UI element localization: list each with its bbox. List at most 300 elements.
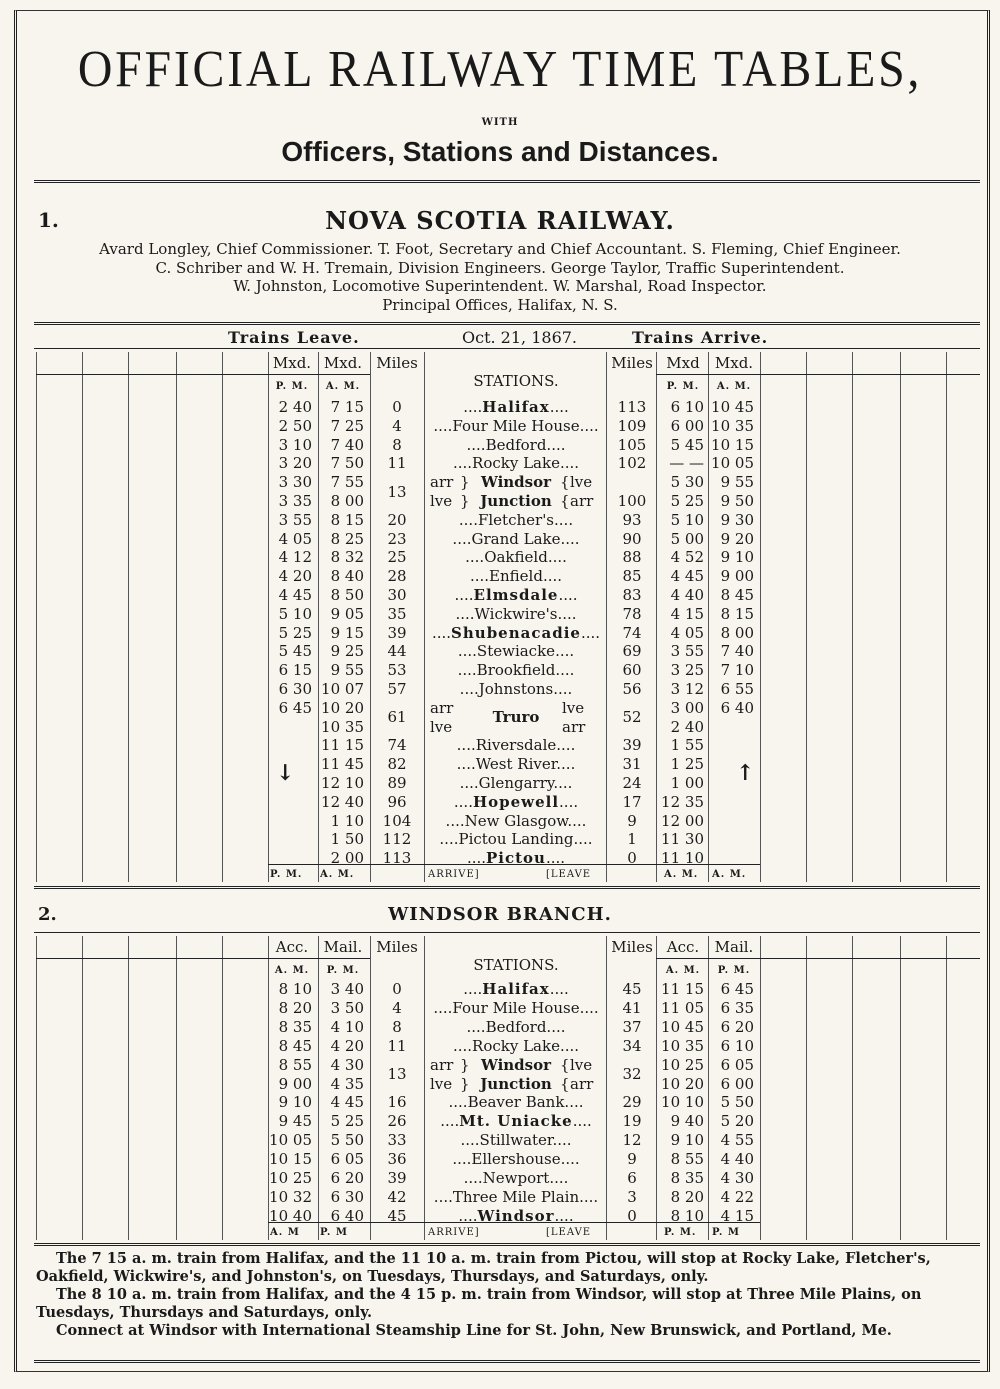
column-rule: [946, 352, 947, 882]
arrival-time: 9 40: [670, 1112, 704, 1131]
arrival-time: 10 25: [661, 1055, 704, 1074]
leader-dots: ....: [558, 586, 578, 604]
arrival-time: 11 05: [661, 998, 704, 1017]
miles-to-destination: 90: [622, 529, 642, 548]
arrival-time: 8 35: [670, 1169, 704, 1187]
miles-to-destination: 1: [627, 830, 637, 849]
leader-dots: ....: [572, 1112, 592, 1131]
ampm-label: P. M.: [664, 1227, 697, 1238]
leader-dots: ....: [456, 736, 476, 755]
leader-dots: ....: [545, 849, 566, 868]
column-header: Miles: [611, 354, 653, 372]
arrival-time: 9 10: [720, 548, 754, 567]
ampm-label: P. M.: [717, 965, 751, 976]
column-header: Mail.: [323, 938, 363, 956]
miles-from-origin: 13: [387, 1065, 407, 1084]
divider: [34, 932, 980, 933]
departure-time: 3 35: [278, 492, 312, 510]
leader-dots: ....: [458, 1206, 478, 1225]
column-rule: [36, 936, 37, 1240]
column-rule: [708, 936, 709, 1240]
station-label: Elmsdale: [473, 586, 559, 604]
arr-lve-label: arr: [570, 1074, 594, 1093]
station-label: Halifax: [482, 980, 550, 998]
departure-time: 12 40: [321, 792, 364, 811]
column-rule: [82, 352, 83, 882]
miles-to-destination: 78: [622, 604, 642, 623]
arrival-time: 4 55: [720, 1131, 754, 1150]
station-label: Fletcher's: [477, 510, 555, 529]
arrival-time: 11 10: [661, 849, 704, 868]
station-name: [426, 1112, 606, 1130]
arrival-time: 8 10: [670, 1206, 704, 1225]
departure-time: 6 20: [330, 1169, 364, 1187]
leader-dots: ....: [465, 548, 485, 567]
arrival-time: 4 40: [720, 1150, 754, 1169]
station-name: [426, 398, 606, 416]
miles-from-origin: 36: [387, 1150, 407, 1169]
arrival-time: 6 55: [720, 680, 754, 698]
station-name: [426, 1188, 606, 1206]
column-rule: [852, 936, 853, 1240]
station-name: Truro: [492, 708, 540, 727]
station-label: Four Mile House: [452, 416, 580, 435]
brace: {: [560, 473, 570, 492]
column-header: Miles: [376, 354, 418, 372]
column-rule: [36, 352, 37, 882]
miles-from-origin: 45: [387, 1206, 407, 1225]
station-name: [426, 436, 606, 454]
departure-time: 10 32: [269, 1187, 312, 1206]
arrival-time: 8 00: [720, 623, 754, 642]
arrival-time: 4 40: [670, 586, 704, 604]
miles-to-destination: 113: [617, 398, 647, 416]
departure-time: 8 00: [330, 492, 364, 510]
station-label: Shubenacadie: [451, 623, 581, 642]
column-rule: [424, 352, 425, 882]
departure-time: 2 50: [278, 416, 312, 435]
station-label: Beaver Bank: [467, 1093, 565, 1112]
arr-lve-label: arr: [430, 1055, 454, 1074]
leader-dots: ....: [466, 1017, 486, 1036]
miles-to-destination: 74: [622, 623, 642, 642]
miles-from-origin: 0: [392, 398, 402, 416]
miles-to-destination: 93: [622, 510, 642, 529]
brace: }: [460, 473, 470, 492]
leader-dots: ....: [433, 998, 453, 1017]
station-name: Windsor: [480, 473, 552, 492]
miles-from-origin: 33: [387, 1131, 407, 1150]
miles-from-origin: 26: [387, 1112, 407, 1131]
miles-to-destination: 52: [622, 708, 642, 727]
arrival-time: 1 55: [670, 736, 704, 755]
departure-time: 11 45: [321, 755, 364, 774]
leader-dots: ....: [554, 510, 574, 529]
miles-to-destination: 9: [627, 811, 637, 830]
arr-lve-label: lve: [570, 473, 593, 492]
departure-time: 3 50: [330, 998, 364, 1017]
column-header: Mxd.: [272, 354, 312, 372]
station-label: Windsor: [477, 1206, 555, 1225]
departure-time: 8 20: [278, 998, 312, 1017]
miles-from-origin: 53: [387, 661, 407, 680]
column-rule: [424, 936, 425, 1240]
ampm-label: A. M.: [325, 381, 361, 392]
departure-time: 4 10: [330, 1017, 364, 1036]
leader-dots: ....: [579, 998, 599, 1017]
miles-to-destination: 19: [622, 1112, 642, 1131]
note: Connect at Windsor with International Steamship Line for St. John, New Brunswick, and Portland, Me.: [56, 1322, 892, 1339]
arrival-time: 10 15: [711, 435, 754, 454]
station-name: [426, 1037, 606, 1055]
leader-dots: ....: [431, 623, 452, 642]
column-rule: [806, 352, 807, 882]
station-name: [426, 1093, 606, 1111]
departure-time: 5 45: [278, 642, 312, 661]
column-header: Mxd.: [714, 354, 754, 372]
station-name: [426, 980, 606, 998]
departure-time: 9 25: [330, 642, 364, 661]
column-rule: [222, 352, 223, 882]
leader-dots: ....: [459, 680, 479, 698]
miles-to-destination: 56: [622, 680, 642, 698]
miles-from-origin: 42: [387, 1187, 407, 1206]
ampm-label: P. M.: [270, 869, 303, 880]
arrival-time: 4 45: [670, 567, 704, 586]
miles-from-origin: 39: [387, 1169, 407, 1187]
station-name: [426, 755, 606, 773]
arr-lve-label: lve: [562, 698, 585, 717]
arrival-time: 9 00: [720, 567, 754, 586]
arrival-time: 9 50: [720, 492, 754, 510]
miles-to-destination: 32: [622, 1065, 642, 1084]
officers-line: Avard Longley, Chief Commissioner. T. Foot, Secretary and Chief Accountant. S. Fleming, Chief Engineer.: [99, 240, 901, 258]
leader-dots: ....: [452, 454, 473, 473]
miles-to-destination: 39: [622, 736, 642, 755]
arrival-time: 4 05: [670, 623, 704, 642]
station-label: Ellershouse: [471, 1150, 561, 1169]
station-label: Bedford: [485, 435, 547, 454]
miles-from-origin: 4: [392, 998, 402, 1017]
arrival-time: 3 00: [670, 698, 704, 717]
column-header: Acc.: [666, 938, 700, 956]
ampm-label: A. M.: [665, 965, 701, 976]
arr-lve-label: arr: [570, 492, 594, 510]
departure-time: 8 15: [330, 510, 364, 529]
arr-lve-label: arr: [430, 473, 454, 492]
arrival-time: 2 40: [670, 717, 704, 736]
arrival-time: 8 55: [670, 1150, 704, 1169]
trains-arrive-label: Trains Arrive.: [632, 328, 769, 347]
arrival-time: 9 20: [720, 529, 754, 548]
timetable-notes: [36, 1250, 986, 1340]
departure-time: 8 32: [330, 548, 364, 567]
arrival-time: 11 30: [661, 830, 704, 849]
leader-dots: ....: [460, 1131, 480, 1150]
leave-label: [LEAVE: [546, 1227, 592, 1238]
ampm-label: A. M: [270, 1227, 300, 1238]
miles-to-destination: 88: [622, 548, 642, 567]
departure-time: 8 35: [278, 1017, 312, 1036]
arrival-time: 6 45: [720, 980, 754, 998]
miles-from-origin: 96: [387, 792, 407, 811]
leader-dots: ....: [466, 435, 486, 454]
arrival-time: 4 30: [720, 1169, 754, 1187]
arrival-time: 10 45: [711, 398, 754, 416]
miles-from-origin: 4: [392, 416, 402, 435]
column-rule: [900, 352, 901, 882]
arrival-time: 4 15: [670, 604, 704, 623]
ampm-label: A. M.: [664, 869, 699, 880]
departure-time: 10 07: [321, 680, 364, 698]
station-label: Three Mile Plain: [452, 1187, 580, 1206]
arrival-time: 3 55: [670, 642, 704, 661]
column-rule: [128, 936, 129, 1240]
miles-from-origin: 44: [387, 642, 407, 661]
station-label: Glengarry: [478, 774, 554, 792]
station-label: West River: [475, 755, 557, 774]
leader-dots: ....: [452, 529, 472, 548]
miles-from-origin: 8: [392, 1017, 402, 1036]
column-rule: [222, 936, 223, 1240]
departure-time: 3 30: [278, 473, 312, 492]
departure-time: 4 45: [278, 586, 312, 604]
brace: }: [460, 1055, 470, 1074]
officers-list: [0, 240, 1000, 314]
station-name: [426, 548, 606, 566]
ampm-label: A. M.: [320, 869, 355, 880]
miles-to-destination: 0: [627, 1206, 637, 1225]
arrival-time: 4 22: [720, 1187, 754, 1206]
station-name: [426, 624, 606, 642]
departure-time: 6 45: [278, 698, 312, 717]
arrival-time: 5 45: [670, 435, 704, 454]
arr-lve-label: lve: [430, 492, 453, 510]
column-rule: [806, 936, 807, 1240]
arrival-time: 6 20: [720, 1017, 754, 1036]
arrival-time: 6 00: [670, 416, 704, 435]
arrival-time: 5 00: [670, 529, 704, 548]
arrival-time: 5 25: [670, 492, 704, 510]
departure-time: 10 15: [269, 1150, 312, 1169]
departure-time: 8 50: [330, 586, 364, 604]
station-name: [426, 1131, 606, 1149]
leader-dots: ....: [573, 830, 593, 849]
departure-time: 10 40: [269, 1206, 312, 1225]
arrival-time: 6 40: [720, 698, 754, 717]
departure-time: 10 25: [269, 1169, 312, 1187]
miles-to-destination: 0: [627, 849, 637, 868]
departure-time: 6 15: [278, 661, 312, 680]
section-title: NOVA SCOTIA RAILWAY.: [325, 206, 675, 235]
arrival-time: 11 15: [661, 980, 704, 998]
leader-dots: ....: [454, 586, 474, 604]
miles-from-origin: 20: [387, 510, 407, 529]
station-label: Pictou Landing: [458, 830, 574, 849]
miles-from-origin: 35: [387, 604, 407, 623]
station-name: [426, 680, 606, 698]
miles-to-destination: 12: [622, 1131, 642, 1150]
divider: [36, 374, 370, 375]
leader-dots: ....: [549, 398, 569, 416]
miles-to-destination: 100: [617, 492, 647, 510]
divider: [34, 1360, 980, 1363]
departure-time: 4 45: [330, 1093, 364, 1112]
miles-from-origin: 82: [387, 755, 407, 774]
departure-time: 6 30: [330, 1187, 364, 1206]
station-label: Johnstons: [478, 680, 554, 698]
leader-dots: ....: [559, 454, 580, 473]
departure-time: 8 40: [330, 567, 364, 586]
column-header: Acc.: [275, 938, 309, 956]
leader-dots: ....: [555, 642, 575, 661]
station-label: Halifax: [482, 398, 550, 416]
departure-time: 10 05: [269, 1131, 312, 1150]
departure-time: 4 12: [278, 548, 312, 567]
arrival-time: 9 30: [720, 510, 754, 529]
departure-time: 12 10: [321, 774, 364, 792]
station-label: Four Mile House: [452, 998, 580, 1017]
section-number: 1.: [38, 208, 59, 232]
leader-dots: ....: [579, 416, 599, 435]
miles-from-origin: 23: [387, 529, 407, 548]
miles-to-destination: 17: [622, 792, 642, 811]
arrival-time: 6 00: [720, 1074, 754, 1093]
departure-time: 6 30: [278, 680, 312, 698]
ampm-label: P. M: [712, 1227, 740, 1238]
miles-from-origin: 89: [387, 774, 407, 792]
station-name: [426, 586, 606, 604]
miles-to-destination: 45: [622, 980, 642, 998]
miles-to-destination: 34: [622, 1036, 642, 1055]
departure-time: 6 05: [330, 1150, 364, 1169]
miles-to-destination: 41: [622, 998, 642, 1017]
station-label: Mt. Uniacke: [459, 1112, 573, 1131]
miles-from-origin: 0: [392, 980, 402, 998]
station-label: Wickwire's: [474, 604, 558, 623]
leader-dots: ....: [457, 661, 477, 680]
arrival-time: 10 45: [661, 1017, 704, 1036]
departure-time: 5 25: [330, 1112, 364, 1131]
arr-lve-label: lve: [430, 717, 453, 736]
leader-dots: ....: [448, 1093, 468, 1112]
miles-from-origin: 57: [387, 680, 407, 698]
divider: [34, 1243, 980, 1246]
miles-to-destination: 85: [622, 567, 642, 586]
departure-time: 2 40: [278, 398, 312, 416]
departure-time: 7 50: [330, 454, 364, 473]
miles-to-destination: 60: [622, 661, 642, 680]
arrival-time: 6 10: [670, 398, 704, 416]
leader-dots: ....: [549, 1169, 569, 1187]
column-header: Miles: [376, 938, 418, 956]
arrival-time: — —: [669, 454, 704, 473]
leader-dots: ....: [456, 755, 476, 774]
arrival-time: 5 30: [670, 473, 704, 492]
column-rule: [900, 936, 901, 1240]
column-rule: [760, 352, 761, 882]
miles-to-destination: 29: [622, 1093, 642, 1112]
leader-dots: ....: [553, 680, 573, 698]
leader-dots: ....: [553, 774, 573, 792]
note: The 7 15 a. m. train from Halifax, and the 11 10 a. m. train from Pictou, will stop at Rocky Lake, Fletcher's, Oakfield, Wickwire's, and Johnston's, on Tuesdays, Thursdays, and Saturdays, only.: [36, 1250, 931, 1285]
divider: [268, 864, 760, 865]
arrival-time: 12 35: [661, 792, 704, 811]
miles-from-origin: 61: [387, 708, 407, 727]
station-label: Stillwater: [479, 1131, 553, 1150]
departure-time: 4 20: [330, 1036, 364, 1055]
ampm-label: P. M.: [275, 381, 309, 392]
miles-to-destination: 37: [622, 1017, 642, 1036]
miles-to-destination: 69: [622, 642, 642, 661]
arrival-time: 4 52: [670, 548, 704, 567]
miles-from-origin: 74: [387, 736, 407, 755]
leader-dots: ....: [469, 567, 490, 586]
departure-time: 7 25: [330, 416, 364, 435]
departure-time: 1 50: [330, 830, 364, 849]
timetable-date: Oct. 21, 1867.: [462, 328, 578, 347]
station-name: [426, 605, 606, 623]
ampm-label: P. M.: [326, 965, 360, 976]
arrive-label: ARRIVE]: [428, 1227, 480, 1238]
column-rule: [760, 936, 761, 1240]
station-label: Grand Lake: [471, 529, 561, 548]
section-title: WINDSOR BRANCH.: [388, 904, 612, 925]
arrival-time: 5 20: [720, 1112, 754, 1131]
officers-line: C. Schriber and W. H. Tremain, Division Engineers. George Taylor, Traffic Superintendent.: [155, 258, 845, 277]
station-name: Windsor: [480, 1055, 552, 1074]
arrival-time: 3 25: [670, 661, 704, 680]
arr-lve-label: arr: [562, 717, 586, 736]
station-label: Oakfield: [484, 548, 548, 567]
departure-time: 4 35: [330, 1074, 364, 1093]
arrival-time: 3 12: [670, 680, 704, 698]
leader-dots: ....: [459, 774, 479, 792]
divider: [34, 322, 980, 325]
column-rule: [656, 936, 657, 1240]
leave-label: [LEAVE: [546, 869, 592, 880]
leader-dots: ....: [560, 1150, 580, 1169]
arrival-time: 4 15: [720, 1206, 754, 1225]
departure-time: 9 10: [278, 1093, 312, 1112]
departure-time: 4 30: [330, 1055, 364, 1074]
arr-lve-label: arr: [430, 698, 454, 717]
miles-to-destination: 3: [627, 1187, 637, 1206]
arrival-time: 10 05: [711, 454, 754, 473]
divider: [268, 1222, 760, 1223]
column-header: Mxd.: [323, 354, 363, 372]
divider: [36, 958, 370, 959]
miles-to-destination: 83: [622, 586, 642, 604]
leader-dots: ....: [559, 792, 579, 811]
leader-dots: ....: [555, 661, 575, 680]
station-name: [426, 454, 606, 472]
arrival-time: 6 10: [720, 1036, 754, 1055]
arrive-label: ARRIVE]: [428, 869, 480, 880]
departure-time: 7 40: [330, 435, 364, 454]
station-name: Junction: [480, 492, 552, 510]
station-name: [426, 642, 606, 660]
departure-time: 8 10: [278, 980, 312, 998]
miles-from-origin: 16: [387, 1093, 407, 1112]
miles-to-destination: 6: [627, 1169, 637, 1187]
miles-to-destination: 24: [622, 774, 642, 792]
brace: {: [560, 492, 570, 510]
miles-from-origin: 11: [387, 1036, 407, 1055]
brace: {: [560, 1055, 570, 1074]
leader-dots: ....: [439, 830, 459, 849]
miles-from-origin: 13: [387, 482, 407, 501]
